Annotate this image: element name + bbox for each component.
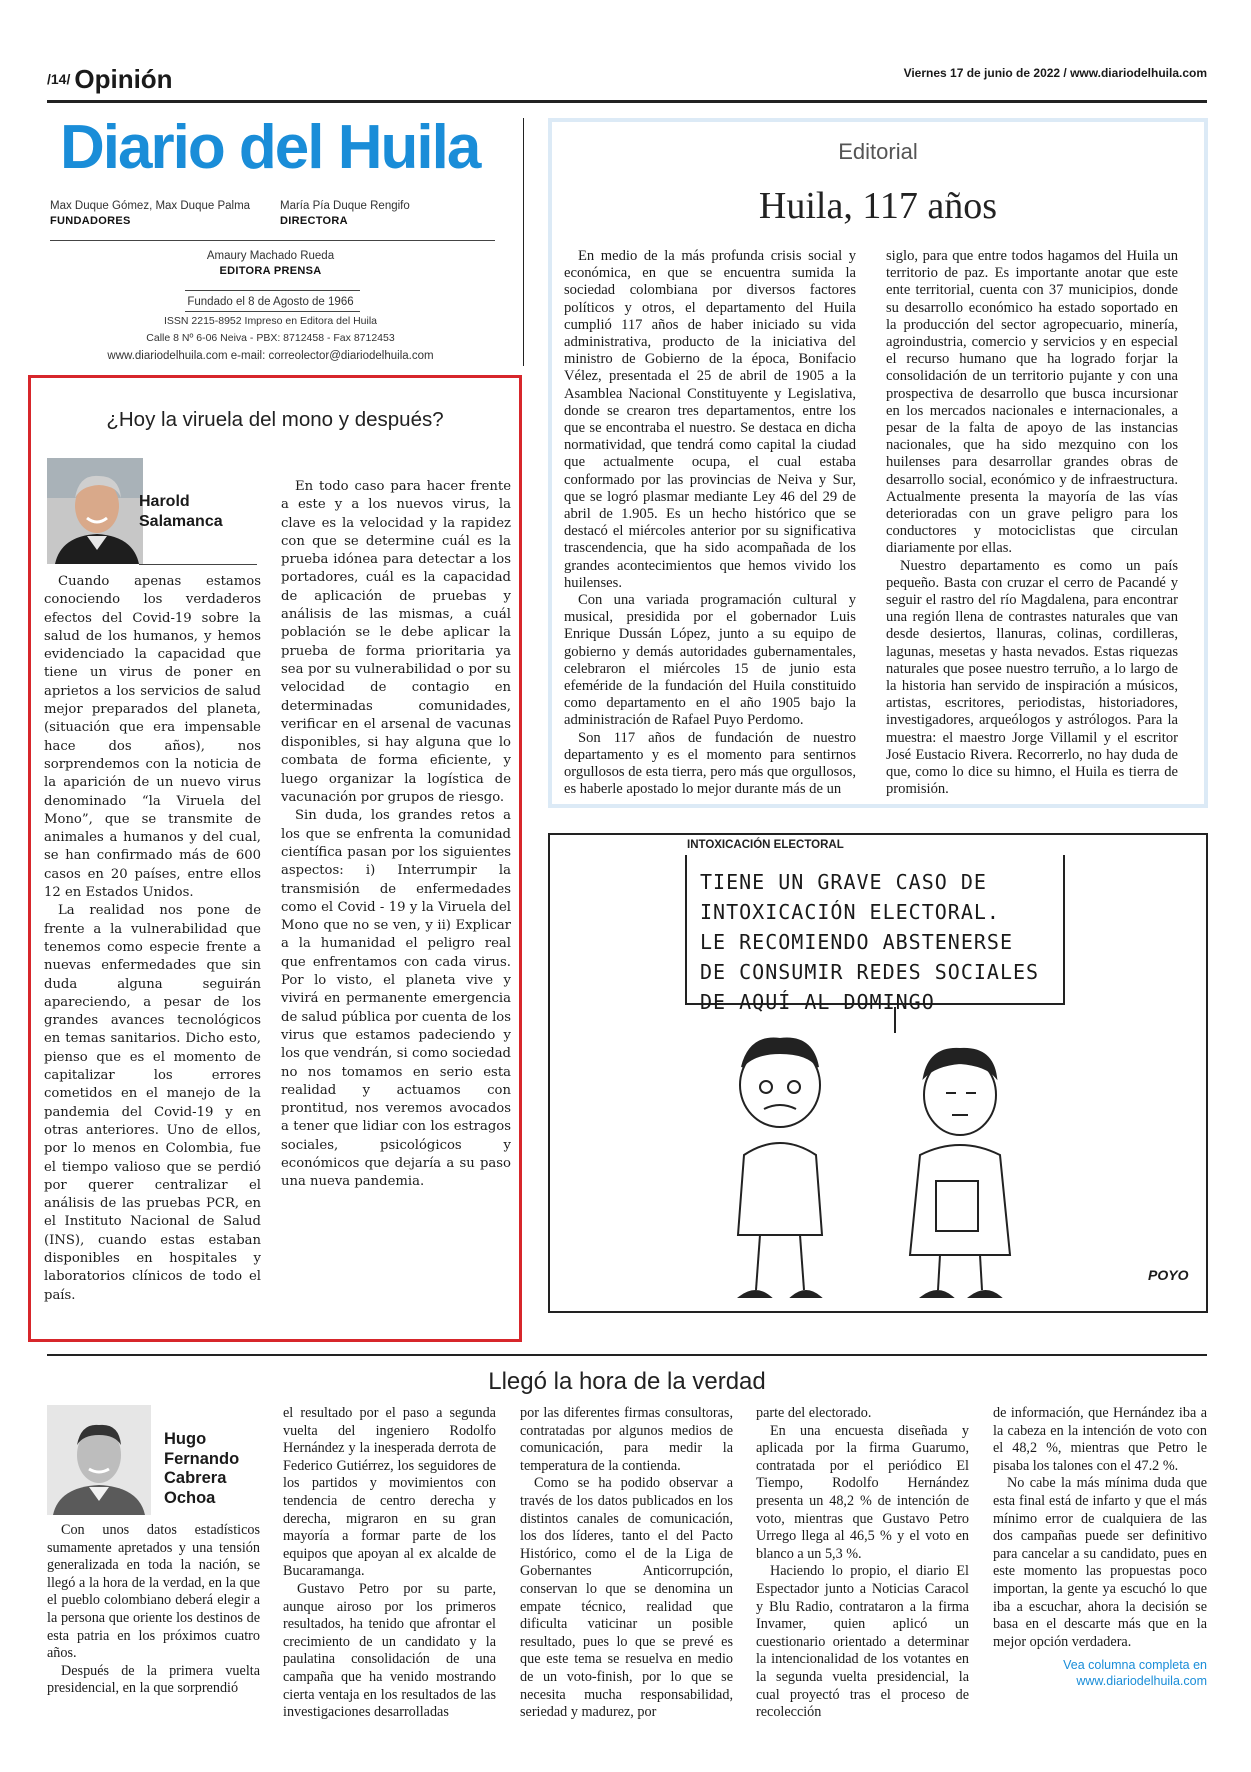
- author-name-line: Ochoa: [164, 1488, 216, 1507]
- editorial-column-2: [886, 248, 1178, 799]
- masthead-logo: Diario del Huila: [60, 113, 480, 182]
- address-line: Calle 8 Nº 6-06 Neiva - PBX: 8712458 - Fax 8712453: [146, 332, 395, 344]
- editorial-column-1: [564, 248, 856, 799]
- author-name-line: Fernando: [164, 1449, 240, 1468]
- author-byline: [139, 492, 259, 532]
- paragraph: por las diferentes firmas consultoras, contratadas por algunos medios de comunicación, para medir la temperatura de la contienda.: [520, 1405, 733, 1474]
- author-name-line: Cabrera: [164, 1469, 227, 1487]
- bottom-rule: [47, 1354, 1207, 1356]
- header-rule: [47, 100, 1207, 103]
- paragraph: siglo, para que entre todos hagamos del Huila un territorio de paz. Es importante anotar que este ente territorial, cuenta con 37 municipios, donde su desarrollo económico ha estado soportado en la producción del sector agropecuario, minería, agroindustria, comercio y servicios y en especial el recurso humano que ha logrado forjar la consolidación de un territorio pujante y con una prospectiva de desarrollo que busca incursionar en los mercados nacionales e internacionales, a pesar de la falta de apoyo de las instancias nacionales, que ha sido mezquino con los huilenses para desarrollar grandes obras de desarrollo social, económico y de infraestructura. Actualmente presenta la mayoría de las vías deterioradas con un grave peligro para los conductores y motociclistas que circulan diariamente por ellas.: [886, 248, 1178, 557]
- paragraph: de información, que Hernández iba a la cabeza en la intención de voto con el 48,2 %, mientras que Petro le pisaba los talones con el 47.2 %.: [993, 1405, 1207, 1474]
- masthead-rule-2: [185, 290, 360, 291]
- paragraph: el resultado por el paso a segunda vuelta del ingeniero Rodolfo Hernández y la inesperada derrota de Federico Gutiérrez, los seguidores de los partidos y movimientos con tendencia de centro derecha y derecha, migraron en su gran mayoría a formar parte de los equipos que apoyan al ex alcalde de Bucaramanga.: [283, 1405, 496, 1580]
- bottom-column-4: [756, 1405, 969, 1722]
- section-title: Opinión: [74, 64, 173, 94]
- founded-date: Fundado el 8 de Agosto de 1966: [187, 296, 354, 308]
- paragraph: No cabe la más mínima duda que esta final está de infarto y que el más mínimo error de cualquiera de las dos campañas puede ser definitivo para cancelar a su candidato, pues en este momento las propuestas poco importan, la gente ya escuchó lo que iba a escuchar, ahora la decisión se basa en el descarte más que en la mejor opción verdadera.: [993, 1475, 1207, 1650]
- paragraph: En todo caso para hacer frente a este y a los nuevos virus, la clave es la velocidad y la rapidez con que se determine cuál es la prueba idónea para detectar a los portadores, cuál es la capacidad de aplicación de pruebas y análisis de las mismas, a cuál población se le debe aplicar la prueba de forma prioritaria ya sea por su vulnerabilidad o por su velocidad de contagio en determinadas comunidades, verificar en el arsenal de vacunas disponibles, si hay alguna que lo combata de forma eficiente, y luego organizar la logística de vacunación por grupos de riesgo.: [281, 479, 511, 806]
- read-more-url: www.diariodelhuila.com: [1076, 1674, 1207, 1689]
- opinion-column-2: [281, 478, 511, 1192]
- cartoon-title: INTOXICACIÓN ELECTORAL: [687, 839, 844, 851]
- paragraph: Como se ha podido observar a través de los datos publicados en los distintos canales de comunicación, los dos líderes, tanto el del Pacto Histórico, como el de la Liga de Gobernantes Anticorrupción, conservan lo que se denomina un empate técnico, realidad que dificulta vaticinar un posible resultado, pues lo que se prevé es que este tema se resuelva en medio de un voto-finish, por lo que se necesita mucha responsabilidad, seriedad y madurez, por: [520, 1475, 733, 1721]
- web-email-line: www.diariodelhuila.com e-mail: correolector@diariodelhuila.com: [107, 350, 434, 362]
- editorial-box: [548, 118, 1208, 808]
- editor-name: Amaury Machado Rueda: [206, 250, 335, 262]
- byline-rule: [139, 564, 257, 565]
- bottom-column-3: [520, 1405, 733, 1722]
- bottom-article-title: Llegó la hora de la verdad: [488, 1368, 766, 1395]
- speech-line: INTOXICACIÓN ELECTORAL.: [700, 900, 1000, 924]
- date-line: Viernes 17 de junio de 2022 / www.diariodelhuila.com: [903, 66, 1207, 80]
- section-label: [47, 64, 173, 95]
- paragraph: Gustavo Petro por su parte, aunque airoso por los primeros resultados, ha tenido que afrontar el crecimiento de un candidato y la paulatina consolidación de una campaña que ha venido mostrando cierta ventaja en los resultados de las investigaciones desarrolladas: [283, 1580, 496, 1721]
- paragraph: Cuando apenas estamos conociendo los verdaderos efectos del Covid-19 sobre la salud de los humanos, y hemos evidenciado la capacidad que tiene un virus de poner en aprietos a los servicios de salud mejor preparados del planeta, (situación que era impensable hace dos años), nos sorprendemos con la noticia de la aparición de un nuevo virus denominado “la Viruela del Mono”, que se transmite de animales a humanos y del cual, se han confirmado más de 600 casos en 20 países, entre ellos 12 en Estados Unidos.: [44, 574, 261, 901]
- read-more-link[interactable]: [993, 1657, 1207, 1689]
- cartoon-drawing-icon: [700, 1005, 1080, 1305]
- author-portrait-icon: [47, 458, 143, 564]
- founders-label: FUNDADORES: [50, 215, 131, 227]
- speech-line: LE RECOMIENDO ABSTENERSE: [700, 930, 1013, 954]
- author-first-name: Harold: [139, 493, 190, 510]
- editor-credit: [48, 250, 493, 277]
- bottom-column-1: [47, 1522, 260, 1698]
- founders-credit: [50, 200, 250, 227]
- cartoon-speech: [700, 867, 1080, 1017]
- paragraph: En medio de la más profunda crisis social y económica, en que se encuentra sumida la sociedad colombiana por diversos factores políticos y otros, el departamento del Huila cumplió 117 años de haber iniciado su vida administrativa, producto de la iniciativa del ministro de Gobierno de la época, Bonifacio Vélez, presentada el 25 de abril de 1905 a la Asamblea Nacional Constituyente y Legislativa, donde se crearon tres departamentos, entre los que se encontraba el nuestro. Se destaca en dicha normatividad, que tendrá como capital la ciudad que actualmente ocupa, el cual estaba conformado por las provincias de Neiva y Sur, que se logró plasmar mediante Ley 46 del 29 de abril de 1.905. Es un hecho histórico que se destacó el miércoles anterior por su significativa trascendencia, que ha sido acompañada de los grandes acontecimientos que hemos vivido los huilenses.: [564, 248, 856, 591]
- author-name-line: Hugo: [164, 1430, 207, 1448]
- paragraph: Nuestro departamento es como un país pequeño. Basta con cruzar el cerro de Pacandé y seguir el rastro del río Magdalena, para encontrar una región llena de contrastes naturales que van desde desiertos, llanuras, colinas, cordilleras, lagunas, mesetas y hasta nevados. Estas riquezas naturales que posee nuestro terruño, a lo largo de la historia han servido de inspiración a músicos, artistas, escritores, periodistas, historiadores, investigadores, arqueólogos y astrólogos. Para la muestra: el maestro Jorge Villamil y el escritor José Eustacio Rivera. Recorrerlo, no hay duda de que, como lo dice su himno, el Huila es tierra de promisión.: [886, 557, 1178, 798]
- paragraph: parte del electorado.: [756, 1405, 872, 1421]
- author-portrait-icon: [47, 1405, 151, 1515]
- editorial-title: Huila, 117 años: [758, 185, 998, 227]
- director-credit: [280, 200, 410, 227]
- paragraph: Con unos datos estadísticos sumamente apretados y una tensión generalizada en toda la nación, se llegó a la hora de la verdad, en la que el pueblo colombiano deberá elegir a la persona que oriente los destinos de esta patria en los próximos cuatro años.: [47, 1522, 260, 1662]
- editor-label: EDITORA PRENSA: [219, 265, 322, 277]
- page-header: [47, 60, 1207, 104]
- issn-line: ISSN 2215-8952 Impreso en Editora del Huila: [163, 315, 378, 327]
- speech-line: TIENE UN GRAVE CASO DE: [700, 870, 987, 894]
- cartoon-panel: [548, 833, 1208, 1313]
- paragraph: Después de la primera vuelta presidencial, en la que sorprendió: [47, 1662, 260, 1697]
- paragraph: En una encuesta diseñada y aplicada por la firma Guarumo, contratada por el periódico El Tiempo, Rodolfo Hernández presenta un 48,2 % de intención de voto, mientras que Gustavo Petro Urrego llega al 46,5 % y el voto en blanco a un 5,3 %.: [756, 1422, 969, 1562]
- masthead-rule-1: [50, 240, 495, 241]
- author-photo: [47, 458, 143, 564]
- paragraph: La realidad nos pone de frente a la vulnerabilidad que tenemos como especie frente a nuevas enfermedades que sin duda alguna seguirán apareciendo, a pesar de los grandes avances tecnológicos en temas sanitarios. Dicho esto, pienso que es el momento de capitalizar los errores cometidos en el manejo de la pandemia del Covid-19 y en otras anteriores. Uno de ellos, por lo menos en Colombia, fue el tiempo valioso que se perdió por querer centralizar el análisis de las pruebas PCR, en el Instituto Nacional de Salud (INS), cuando estas estaban disponibles en hospitales y laboratorios clínicos de todo el país.: [44, 903, 261, 1303]
- masthead-rule-3: [185, 311, 360, 312]
- paragraph: Sin duda, los grandes retos a los que se enfrenta la comunidad científica pasan por los siguientes aspectos: i) Interrumpir la transmisión de enfermedades como el Covid - 19 y la Viruela del Mono que no se ven, y ii) Explicar a la humanidad el peligro real que enfrentamos con cada virus. Por lo visto, el planeta vive y vivirá en permanente emergencia de salud pública por cuenta de los virus que estamos padeciendo y los que vendrán, si como sociedad no nos tomamos en serio esta realidad y actuamos con prontitud, nos veremos avocados a tener que lidiar con los estragos sociales, psicológicos y económicos que dejaría a su paso una nueva pandemia.: [281, 808, 511, 1190]
- masthead-vertical-rule: [523, 118, 524, 366]
- paragraph: Con una variada programación cultural y musical, presidida por el gobernador Luis Enrique Dussán López, junto a su equipo de gobierno y demás autoridades gubernamentales, celebraron el miércoles 15 de junio esta efeméride de la fundación del Huila constituido como departamento en el año 1905 bajo la administración de Rafael Puyo Perdomo.: [564, 592, 856, 729]
- author-last-name: Salamanca: [139, 513, 223, 530]
- opinion-title: ¿Hoy la viruela del mono y después?: [106, 408, 444, 431]
- founders-names: Max Duque Gómez, Max Duque Palma: [50, 200, 251, 212]
- page-number: /14/: [47, 71, 71, 87]
- author-photo-2: [47, 1405, 151, 1515]
- editorial-kicker: Editorial: [838, 139, 918, 164]
- bottom-column-5: [993, 1405, 1207, 1689]
- paragraph: Son 117 años de fundación de nuestro departamento y es el momento para sentirnos orgullosos de esta tierra, pero más que orgullosos, es haberle apostado lo mejor durante más de un: [564, 729, 856, 798]
- cartoonist-signature: POYO: [1148, 1267, 1189, 1283]
- director-name: María Pía Duque Rengifo: [280, 200, 410, 212]
- paragraph: Haciendo lo propio, el diario El Espectador junto a Noticias Caracol y Blu Radio, contrataron a la firma Invamer, quien aplicó un cuestionario orientado a determinar la intencionalidad de los votantes en la segunda vuelta presidencial, la cual proyectó tras el proceso de recolección: [756, 1563, 969, 1721]
- author-byline-2: [164, 1430, 264, 1508]
- bottom-column-2: [283, 1405, 496, 1722]
- speech-line: DE CONSUMIR REDES SOCIALES: [700, 960, 1040, 984]
- opinion-column-1: [44, 573, 261, 1305]
- read-more-text: Vea columna completa en: [1063, 1658, 1207, 1673]
- opinion-column-box: [28, 375, 522, 1342]
- speech-line: DE AQUÍ AL DOMINGO: [700, 990, 935, 1014]
- director-label: DIRECTORA: [280, 215, 348, 227]
